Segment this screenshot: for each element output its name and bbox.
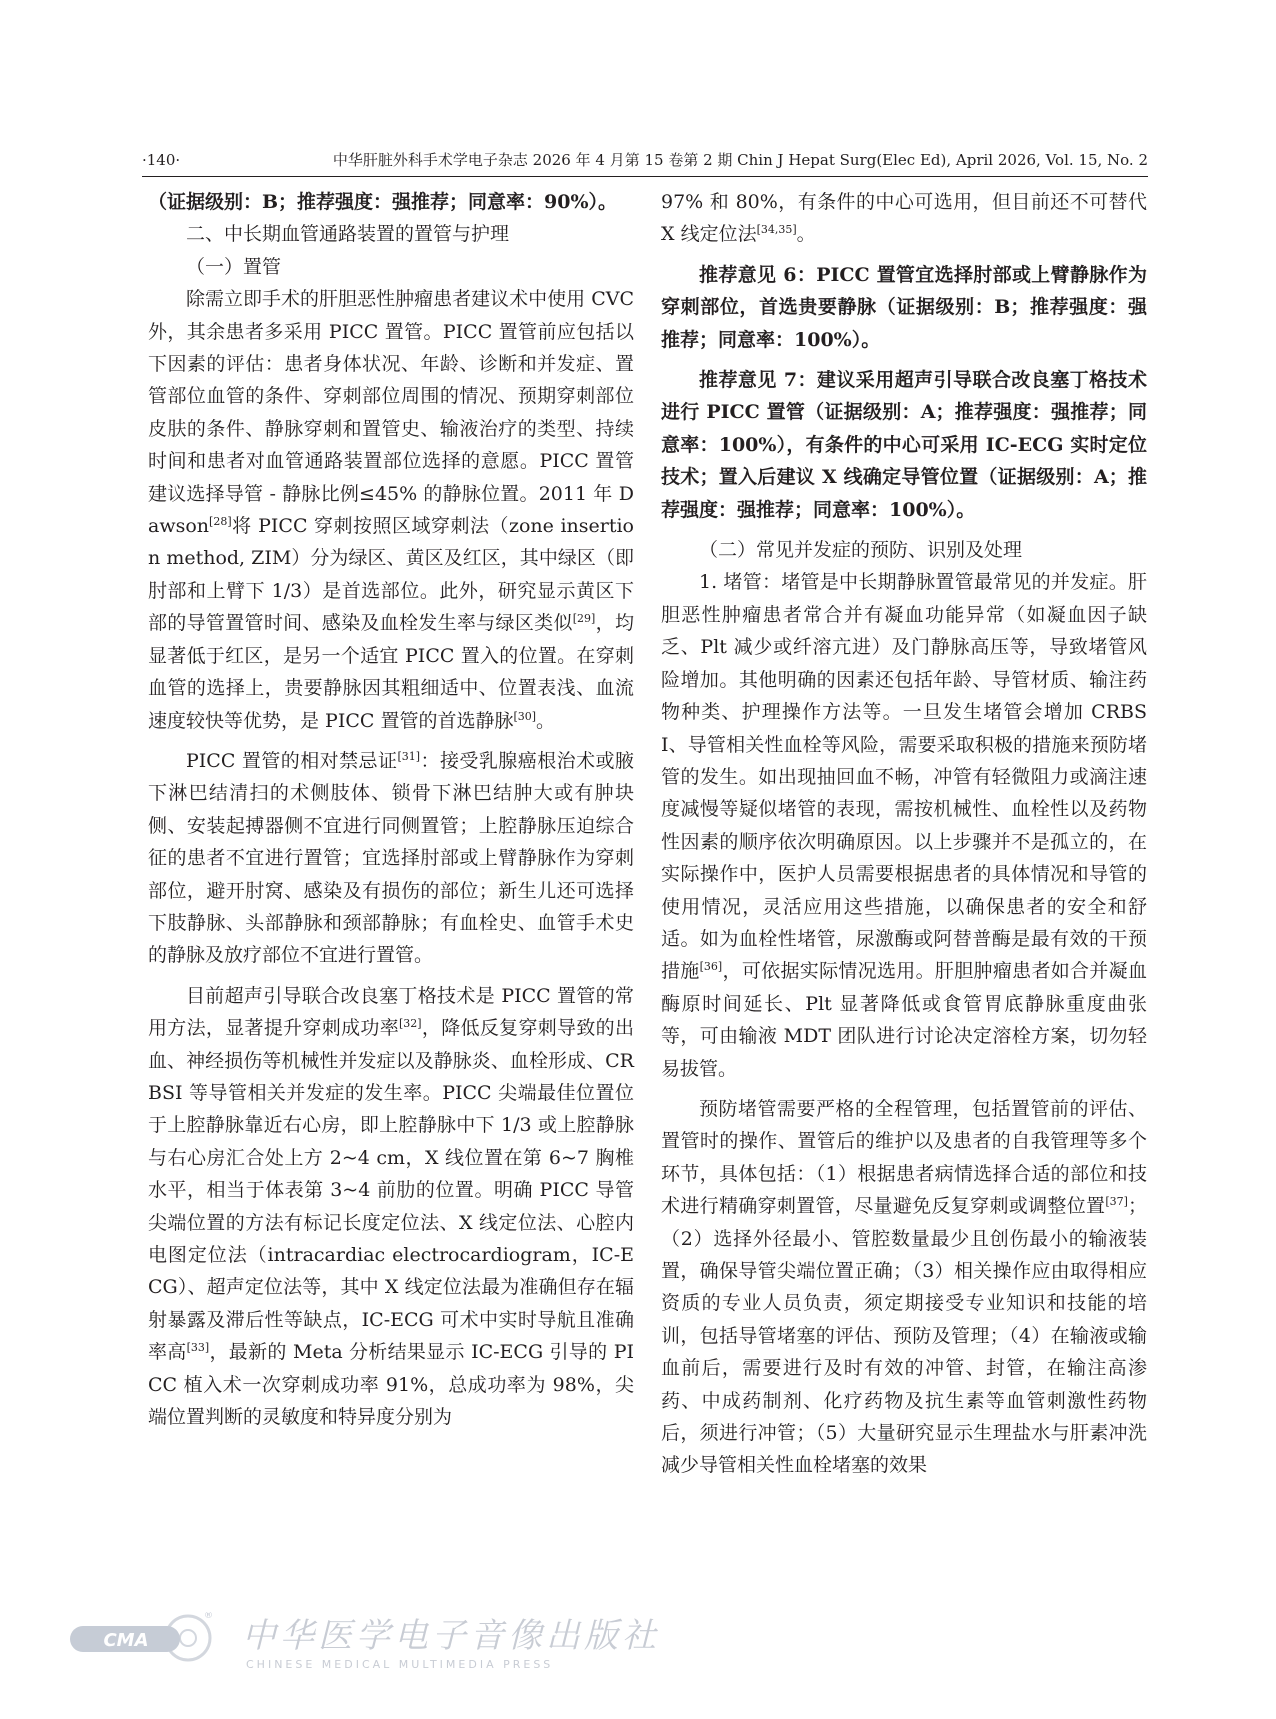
running-header (142, 149, 1148, 171)
logo-text: CMA (103, 1630, 149, 1651)
publisher-name-cn: 中华医学电子音像出版社 (242, 1616, 660, 1656)
body-paragraph (148, 745, 634, 972)
page-number: ·140· (142, 151, 181, 169)
citation-ref: [30] (513, 709, 537, 723)
subsection-heading: （一）置管 (186, 255, 282, 278)
citation-ref: [29] (572, 612, 596, 626)
text-run: 目前超声引导联合改良塞丁格技术是 PICC 置管的常用方法，显著提升穿刺成功率 (148, 984, 634, 1040)
text-run: 。 (796, 223, 816, 246)
text-run: 除需立即手术的肝胆恶性肿瘤患者建议术中使用 CVC 外，其余患者多采用 PICC 置管。PICC 置管前应包括以下因素的评估：患者身体状况、年龄、诊断和并发症、置管部位血管的条件、穿刺部位周围的情况、预期穿刺部位皮肤的条件、静脉穿刺和置管史、输液治疗的类型、持续时间和患者对血管通路装置部位选择的意愿。PICC 置管建议选择导管 - 静脉比例≤45% 的静脉位置。2011 年 Dawson (148, 288, 634, 538)
subsection-heading: （二）常见并发症的预防、识别及处理 (699, 539, 1023, 562)
body-paragraph (661, 186, 1147, 251)
text-run: ，可依据实际情况选用。肝胆肿瘤患者如合并凝血酶原时间延长、Plt 显著降低或食管胃底静脉重度曲张等，可由输液 MDT 团队进行讨论决定溶栓方案，切勿轻易拔管。 (661, 960, 1147, 1080)
publisher-name-en: CHINESE MEDICAL MULTIMEDIA PRESS (246, 1658, 554, 1671)
body-paragraph (661, 1093, 1147, 1482)
text-run: 97% 和 80%，有条件的中心可选用，但目前还不可替代 X 线定位法 (661, 191, 1147, 246)
citation-ref: [32] (399, 1017, 422, 1031)
text-run: ，降低反复穿刺导致的出血、神经损伤等机械性并发症以及静脉炎、血栓形成、CRBSI 等导管相关并发症的发生率。PICC 尖端最佳位置位于上腔静脉靠近右心房，即上腔静脉中下 1/3 或上腔静脉与右心房汇合处上方 2~4 cm，X 线位置在第 6~7 胸椎水平，相当于体表第 3~4 前肋的位置。明确 PICC 导管尖端位置的方法有标记长度定位法、X 线定位法、心腔内电图定位法（intracardiac electrocardiogram，IC-ECG）、超声定位法等，其中 X 线定位法最为准确但存在辐射暴露及滞后性等缺点，IC-ECG 可术中实时导航且准确率高 (148, 1017, 634, 1364)
journal-citation: 中华肝脏外科手术学电子杂志 2026 年 4 月第 15 卷第 2 期 Chin J Hepat Surg(Elec Ed), April 2026, Vol. 15, No. 2 (332, 151, 1148, 169)
svg-text:®: ® (204, 1612, 213, 1621)
citation-ref: [37] (1105, 1195, 1128, 1209)
text-run: 1. 堵管：堵管是中长期静脉置管最常见的并发症。肝胆恶性肿瘤患者常合并有凝血功能异常（如凝血因子缺乏、Plt 减少或纤溶亢进）及门静脉高压等，导致堵管风险增加。其他明确的因素还包括年龄、导管材质、输注药物种类、护理操作方法等。一旦发生堵管会增加 CRBSI、导管相关性血栓等风险，需要采取积极的措施来预防堵管的发生。如出现抽回血不畅，冲管有轻微阻力或滴注速度减慢等疑似堵管的表现，需按机械性、血栓性以及药物性因素的顺序依次明确原因。以上步骤并不是孤立的，在实际操作中，医护人员需要根据患者的具体情况和导管的使用情况，灵活应用这些措施，以确保患者的安全和舒适。如为血栓性堵管，尿激酶或阿替普酶是最有效的干预措施 (661, 571, 1147, 983)
text-run: ：接受乳腺癌根治术或腋下淋巴结清扫的术侧肢体、锁骨下淋巴结肿大或有肿块侧、安装起搏器侧不宜进行同侧置管；上腔静脉压迫综合征的患者不宜进行置管；宜选择肘部或上臂静脉作为穿刺部位，避开肘窝、感染及有损伤的部位；新生儿还可选择下肢静脉、头部静脉和颈部静脉；有血栓史、血管手术史的静脉及放疗部位不宜进行置管。 (148, 749, 634, 967)
publisher-logo-icon (70, 1612, 220, 1668)
body-paragraph (148, 283, 634, 737)
section-heading: 二、中长期血管通路装置的置管与护理 (186, 223, 510, 246)
citation-ref: [33] (186, 1341, 210, 1355)
left-column (148, 186, 634, 1433)
body-paragraph (661, 566, 1147, 1085)
citation-ref: [36] (699, 960, 723, 974)
citation-ref: [34,35] (756, 223, 797, 237)
recommendation-7: 推荐意见 7：建议采用超声引导联合改良塞丁格技术进行 PICC 置管（证据级别：A；推荐强度：强推荐；同意率：100%），有条件的中心可采用 IC-ECG 实时定位技术；置入后建议 X 线确定导管位置（证据级别：A；推荐强度：强推荐；同意率：100%）。 (661, 369, 1147, 521)
recommendation-6: 推荐意见 6：PICC 置管宜选择肘部或上臂静脉作为穿刺部位，首选贵要静脉（证据级别：B；推荐强度：强推荐；同意率：100%）。 (661, 263, 1147, 351)
citation-ref: [31] (397, 749, 421, 763)
text-run: 预防堵管需要严格的全程管理，包括置管前的评估、置管时的操作、置管后的维护以及患者的自我管理等多个环节，具体包括：（1）根据患者病情选择合适的部位和技术进行精确穿刺置管，尽量避免反复穿刺或调整位置 (661, 1097, 1147, 1218)
header-rule (142, 176, 1148, 177)
text-run: PICC 置管的相对禁忌证 (186, 749, 398, 772)
right-column (661, 186, 1147, 1482)
evidence-statement: （证据级别：B；推荐强度：强推荐；同意率：90%）。 (148, 191, 618, 213)
text-run: ；（2）选择外径最小、管腔数量最少且创伤最小的输液装置，确保导管尖端位置正确；（3）相关操作应由取得相应资质的专业人员负责，须定期接受专业知识和技能的培训，包括导管堵塞的评估、预防及管理；（4）在输液或输血前后，需要进行及时有效的冲管、封管，在输注高渗药、中成药制剂、化疗药物及抗生素等血管刺激性药物后，须进行冲管；（5）大量研究显示生理盐水与肝素冲洗减少导管相关性血栓堵塞的效果 (661, 1195, 1147, 1477)
text-run: 将 PICC 穿刺按照区域穿刺法（zone insertion method, ZIM）分为绿区、黄区及红区，其中绿区（即肘部和上臂下 1/3）是首选部位。此外，研究显示黄区下部的导管置管时间、感染及血栓发生率与绿区类似 (148, 515, 634, 635)
citation-ref: [28] (209, 515, 232, 529)
text-run: 。 (536, 709, 556, 732)
body-paragraph (148, 980, 634, 1434)
text-run: ，均显著低于红区，是另一个适宜 PICC 置入的位置。在穿刺血管的选择上，贵要静脉因其粗细适中、位置表浅、血流速度较快等优势，是 PICC 置管的首选静脉 (148, 612, 634, 732)
text-run: ，最新的 Meta 分析结果显示 IC-ECG 引导的 PICC 植入术一次穿刺成功率 91%，总成功率为 98%，尖端位置判断的灵敏度和特异度分别为 (148, 1341, 634, 1429)
